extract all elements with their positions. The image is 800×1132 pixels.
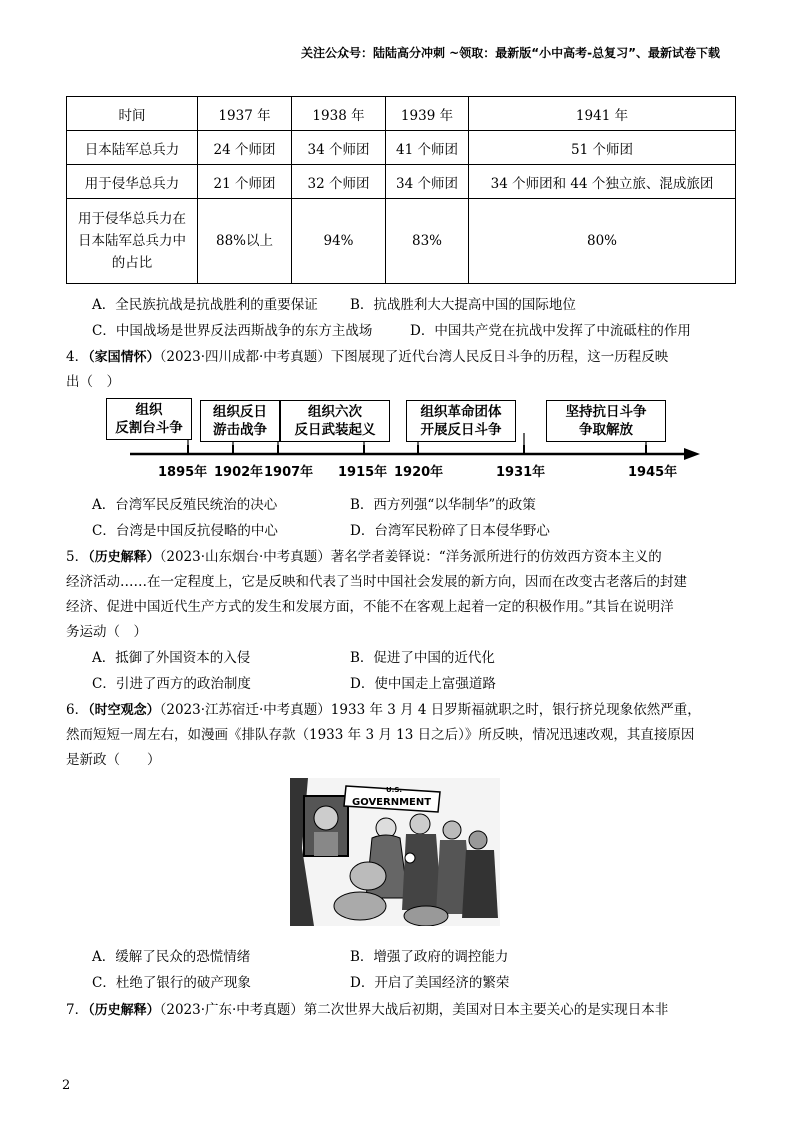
page-header: 关注公众号：陆陆高分冲刺 ~领取：最新版“小中高考-总复习”、最新试卷下载 — [301, 46, 720, 60]
table-cell: 用于侵华总兵力 — [67, 165, 198, 199]
timeline-event-box — [106, 398, 192, 440]
q7-number: 7． — [66, 1002, 89, 1018]
table-cell: 34 个师团和 44 个独立旅、混成旅团 — [469, 165, 736, 199]
table-row — [67, 199, 736, 284]
q5-number: 5． — [66, 549, 89, 565]
table-cell: 83% — [386, 199, 469, 284]
table-row — [67, 131, 736, 165]
timeline-event-box — [546, 400, 666, 442]
q6-tag: （时空观念） — [88, 703, 160, 718]
timeline-year: 1945年 — [628, 465, 678, 480]
timeline-year: 1895年 — [158, 465, 208, 480]
q6-stem-line1 — [66, 698, 701, 718]
q4-option-b: B．西方列强“以华制华”的政策 — [350, 497, 536, 513]
timeline-year: 1931年 — [496, 465, 546, 480]
page-number: 2 — [62, 1078, 71, 1093]
q6-stem-line3: 是新政（ ） — [66, 752, 161, 768]
q4-option-a: A．台湾军民反殖民统治的决心 — [92, 497, 278, 513]
q6-option-a: A．缓解了民众的恐慌情绪 — [92, 949, 251, 965]
table-cell: 时间 — [67, 97, 198, 131]
cell-line: 日本陆军总兵力中 — [78, 233, 186, 249]
table-cell: 1941 年 — [469, 97, 736, 131]
q7-tag: （历史解释） — [88, 1003, 160, 1018]
q7-text: （2023·广东·中考真题）第二次世界大战后初期，美国对日本主要关心的是实现日本非 — [159, 1002, 669, 1018]
q5-option-c: C．引进了西方的政治制度 — [92, 676, 251, 692]
q6-text: （2023·江苏宿迁·中考真题）1933 年 3 月 4 日罗斯福就职之时，银行挤兑现象依然严重， — [159, 702, 701, 718]
timeline-figure — [100, 398, 700, 488]
table-header-row — [67, 97, 736, 131]
q5-stem-line2: 经济活动……在一定程度上，它是反映和代表了当时中国社会发展的新方向，因而在改变古老落后的封建 — [66, 574, 687, 590]
timeline-event-box — [406, 400, 516, 442]
table-cell: 32 个师团 — [292, 165, 386, 199]
cartoon-sign-text: GOVERNMENT — [352, 797, 432, 808]
q6-stem-line2: 然而短短一周左右，如漫画《排队存款（1933 年 3 月 13 日之后）》所反映，情况迅速改观，其直接原因 — [66, 727, 695, 743]
box-line: 游击战争 — [213, 422, 267, 438]
q3-option-c: C．中国战场是世界反法西斯战争的东方主战场 — [92, 323, 373, 339]
q6-option-c: C．杜绝了银行的破产现象 — [92, 975, 251, 991]
table-cell: 41 个师团 — [386, 131, 469, 165]
cartoon-drawing — [290, 778, 500, 926]
table-cell: 24 个师团 — [198, 131, 292, 165]
cell-line: 用于侵华总兵力在 — [78, 211, 186, 227]
data-table — [66, 96, 736, 284]
q3-option-b: B．抗战胜利大大提高中国的国际地位 — [350, 297, 576, 313]
table-cell: 日本陆军总兵力 — [67, 131, 198, 165]
cell-line: 的占比 — [111, 255, 153, 271]
table-cell — [67, 199, 198, 284]
q5-stem-line1 — [66, 545, 662, 565]
q5-stem-line3: 经济、促进中国近代生产方式的发生和发展方面，不能不在客观上起着一定的积极作用。”其旨在说明洋 — [66, 599, 674, 615]
q4-option-d: D．台湾军民粉碎了日本侵华野心 — [350, 523, 550, 539]
q4-text: （2023·四川成都·中考真题）下图展现了近代台湾人民反日斗争的历程，这一历程反映 — [159, 349, 669, 365]
q5-stem-line4: 务运动（ ） — [66, 624, 147, 640]
timeline-year: 1920年 — [394, 465, 444, 480]
box-line: 反日武装起义 — [294, 422, 376, 438]
box-line: 坚持抗日斗争 — [565, 404, 647, 420]
q6-option-b: B．增强了政府的调控能力 — [350, 949, 509, 965]
q6-option-d: D．开启了美国经济的繁荣 — [350, 975, 510, 991]
q4-stem-line1 — [66, 345, 668, 365]
q7-stem-line1 — [66, 998, 668, 1018]
box-line: 争取解放 — [579, 422, 633, 438]
box-line: 组织 — [135, 402, 163, 418]
timeline-year: 1915年 — [338, 465, 388, 480]
q4-stem-line2: 出（ ） — [66, 374, 120, 390]
table-cell: 51 个师团 — [469, 131, 736, 165]
q5-option-a: A．抵御了外国资本的入侵 — [92, 650, 251, 666]
q4-option-c: C．台湾是中国反抗侵略的中心 — [92, 523, 278, 539]
table-cell: 1937 年 — [198, 97, 292, 131]
table-cell: 34 个师团 — [292, 131, 386, 165]
table-cell: 1938 年 — [292, 97, 386, 131]
q4-number: 4． — [66, 349, 89, 365]
table-cell: 80% — [469, 199, 736, 284]
timeline-event-box — [280, 400, 390, 442]
table-cell: 94% — [292, 199, 386, 284]
q3-option-a: A．全民族抗战是抗战胜利的重要保证 — [92, 297, 318, 313]
table-cell: 88%以上 — [198, 199, 292, 284]
timeline-year: 1902年 — [214, 465, 264, 480]
table-row — [67, 165, 736, 199]
box-line: 组织反日 — [213, 404, 267, 420]
cartoon-sign-top: U.S. — [386, 786, 403, 794]
cartoon-image — [290, 778, 500, 926]
q5-text: （2023·山东烟台·中考真题）著名学者姜铎说：“洋务派所进行的仿效西方资本主义的 — [159, 549, 662, 565]
table-cell: 1939 年 — [386, 97, 469, 131]
table-cell: 34 个师团 — [386, 165, 469, 199]
q5-option-b: B．促进了中国的近代化 — [350, 650, 495, 666]
q5-option-d: D．使中国走上富强道路 — [350, 676, 496, 692]
box-line: 组织革命团体 — [420, 404, 502, 420]
box-line: 开展反日斗争 — [420, 422, 502, 438]
q3-option-d: D．中国共产党在抗战中发挥了中流砥柱的作用 — [410, 323, 691, 339]
table-cell: 21 个师团 — [198, 165, 292, 199]
q6-number: 6． — [66, 702, 89, 718]
q4-tag: （家国情怀） — [88, 350, 160, 365]
box-line: 反割台斗争 — [115, 420, 183, 436]
q5-tag: （历史解释） — [88, 550, 160, 565]
box-line: 组织六次 — [308, 404, 362, 420]
timeline-year: 1907年 — [264, 465, 314, 480]
timeline-event-box — [200, 400, 280, 442]
